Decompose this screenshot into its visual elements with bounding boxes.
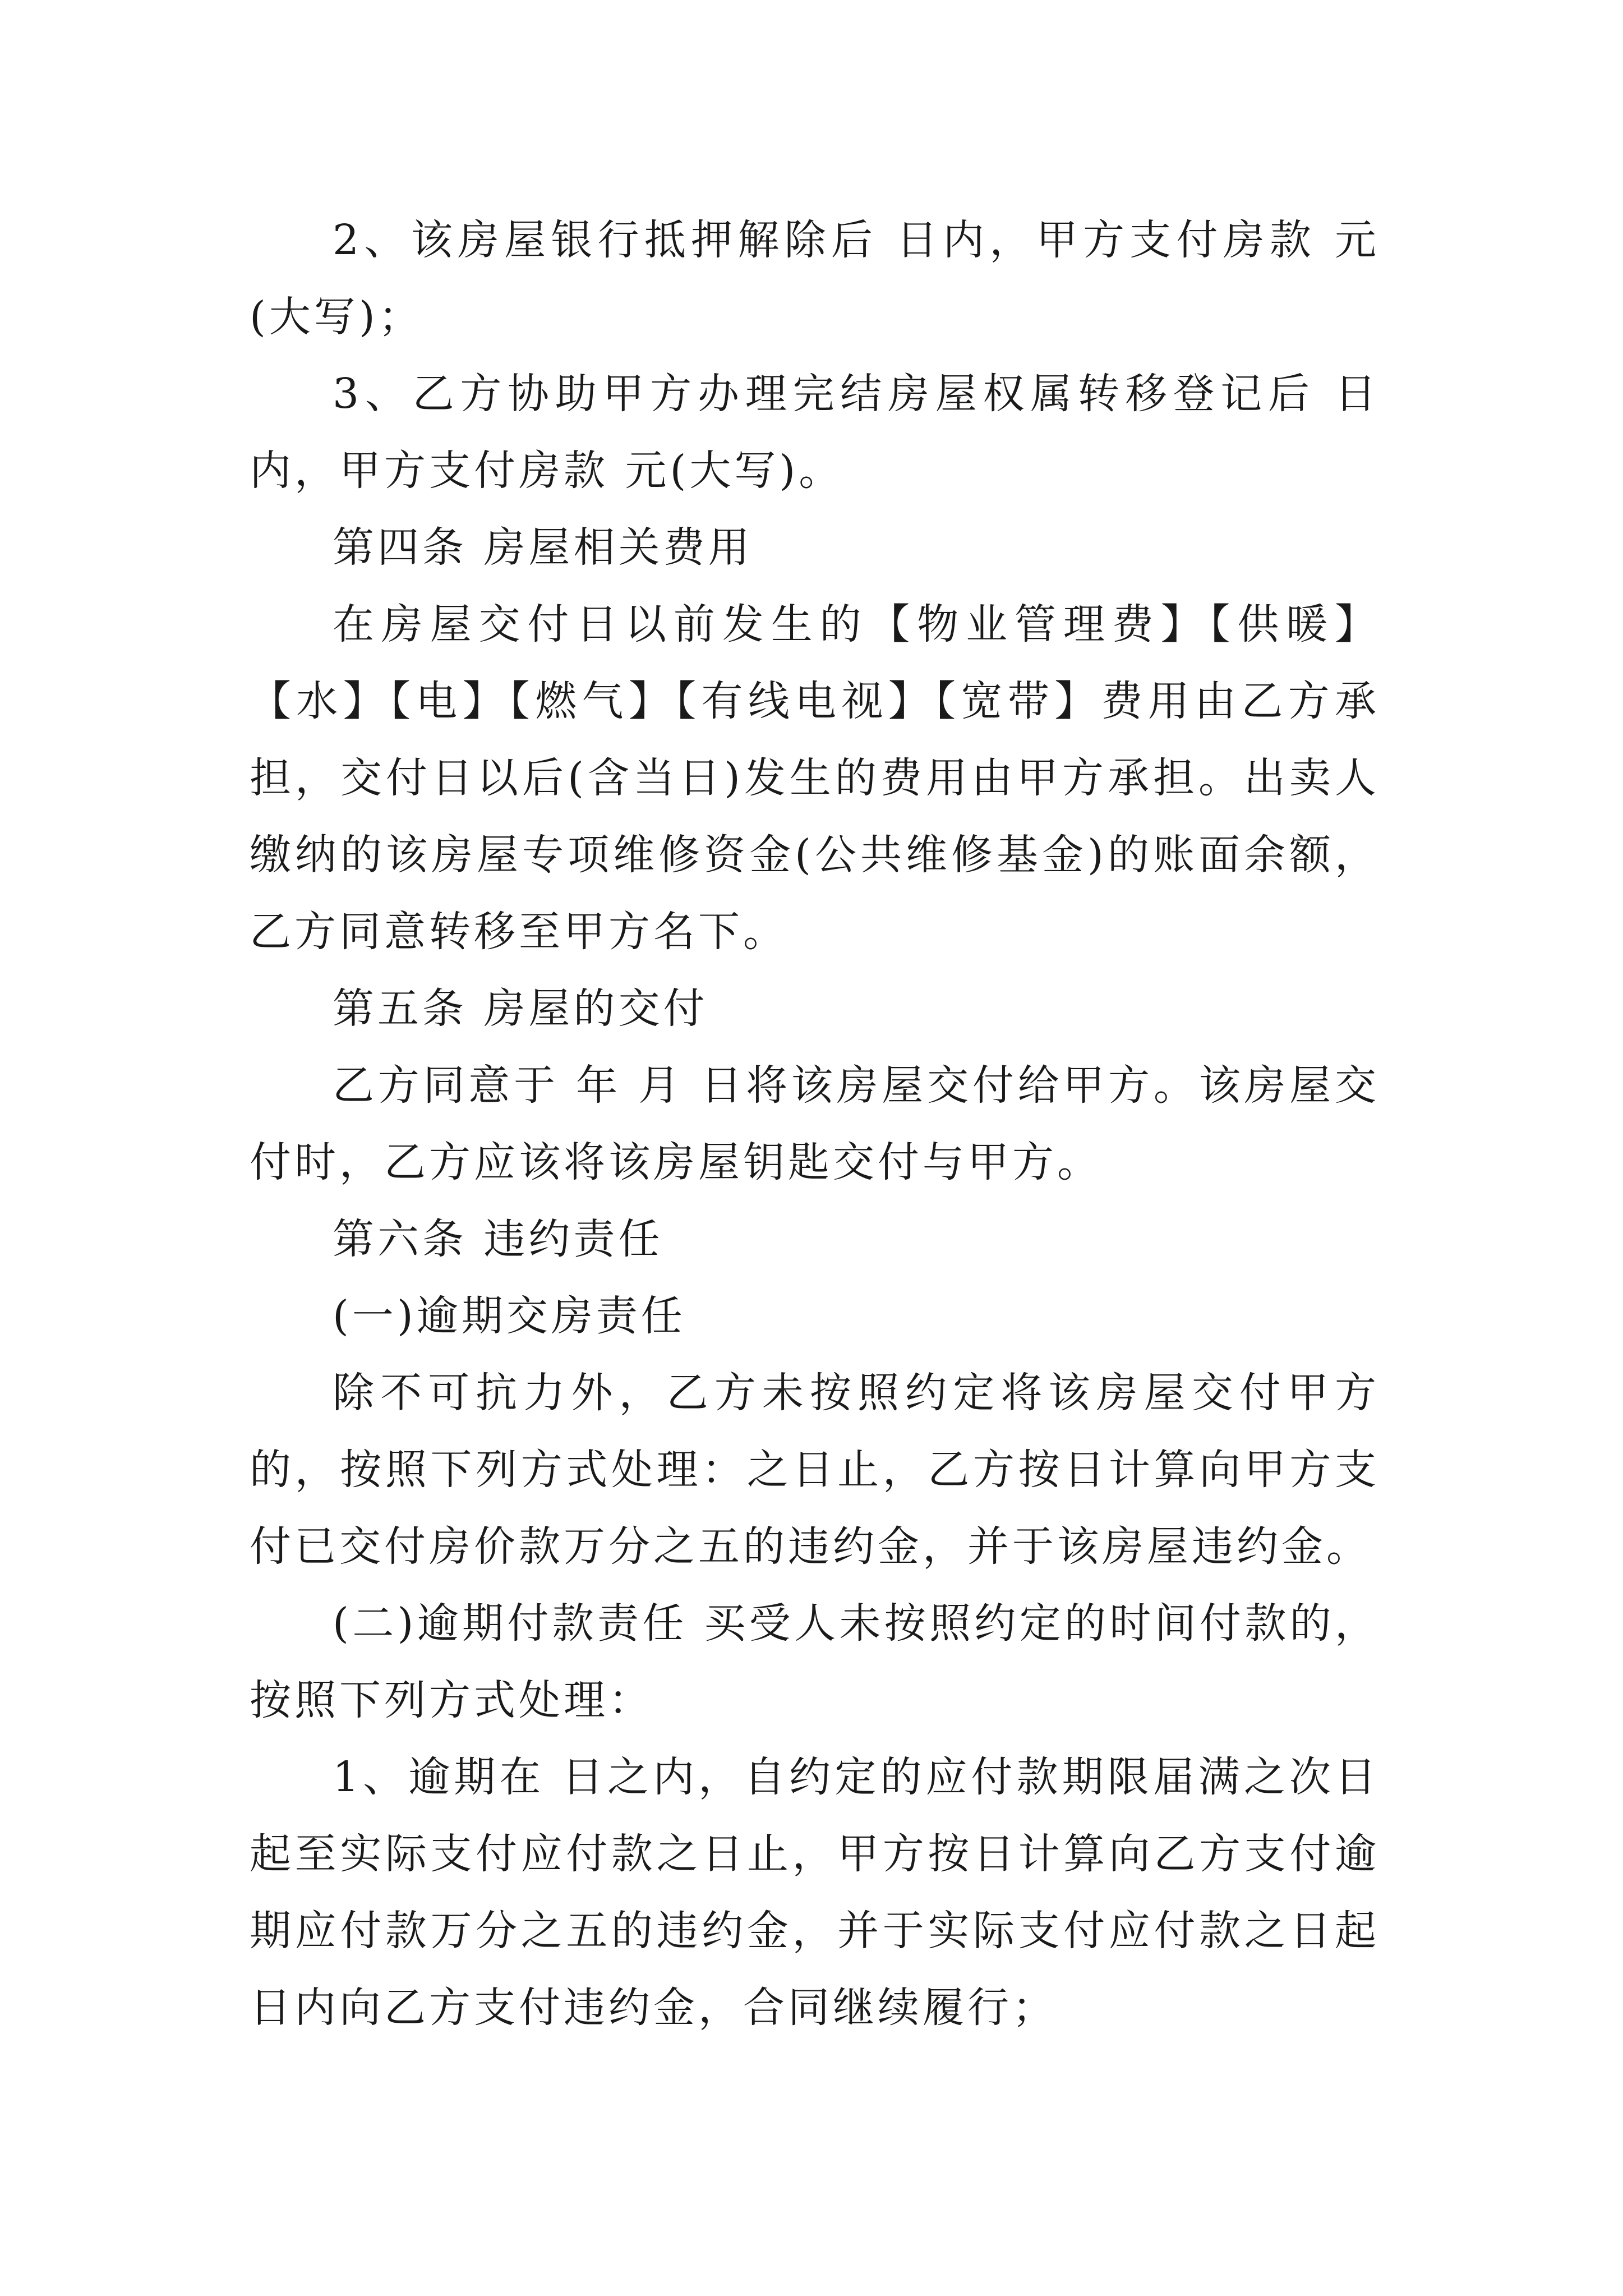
paragraph-article-4-body: 在房屋交付日以前发生的【物业管理费】【供暖】【水】【电】【燃气】【有线电视】【宽带】费用由乙方承担，交付日以后(含当日)发生的费用由甲方承担。出卖人缴纳的该房屋专项维修资金(公共维修基金)的账面余额，乙方同意转移至甲方名下。 — [250, 600, 1380, 956]
heading-article-5: 第五条 房屋的交付 — [333, 984, 708, 1033]
paragraph-section-2-item-1: 1、逾期在 日之内，自约定的应付款期限届满之次日起至实际支付应付款之日止，甲方按日计算向乙方支付逾期应付款万分之五的违约金，并于实际支付应付款之日起日内向乙方支付违约金，合同继续履行； — [250, 1753, 1380, 2032]
paragraph-payment-item-3: 3、乙方协助甲方办理完结房屋权属转移登记后 日内，甲方支付房款 元(大写)。 — [250, 370, 1380, 495]
heading-article-4: 第四条 房屋相关费用 — [333, 523, 753, 572]
paragraph-article-5-body: 乙方同意于 年 月 日将该房屋交付给甲方。该房屋交付时，乙方应该将该房屋钥匙交付与甲方。 — [250, 1061, 1380, 1186]
heading-article-6: 第六条 违约责任 — [333, 1215, 663, 1263]
paragraph-payment-item-2: 2、该房屋银行抵押解除后 日内，甲方支付房款 元(大写)； — [250, 216, 1380, 341]
paragraph-section-1-body: 除不可抗力外，乙方未按照约定将该房屋交付甲方的，按照下列方式处理：之日止，乙方按日计算向甲方支付已交付房价款万分之五的违约金，并于该房屋违约金。 — [250, 1369, 1380, 1571]
heading-section-1: (一)逾期交房责任 — [333, 1292, 686, 1340]
paragraph-section-2: (二)逾期付款责任 买受人未按照约定的时间付款的，按照下列方式处理： — [250, 1599, 1380, 1724]
document-body — [250, 202, 1380, 2046]
